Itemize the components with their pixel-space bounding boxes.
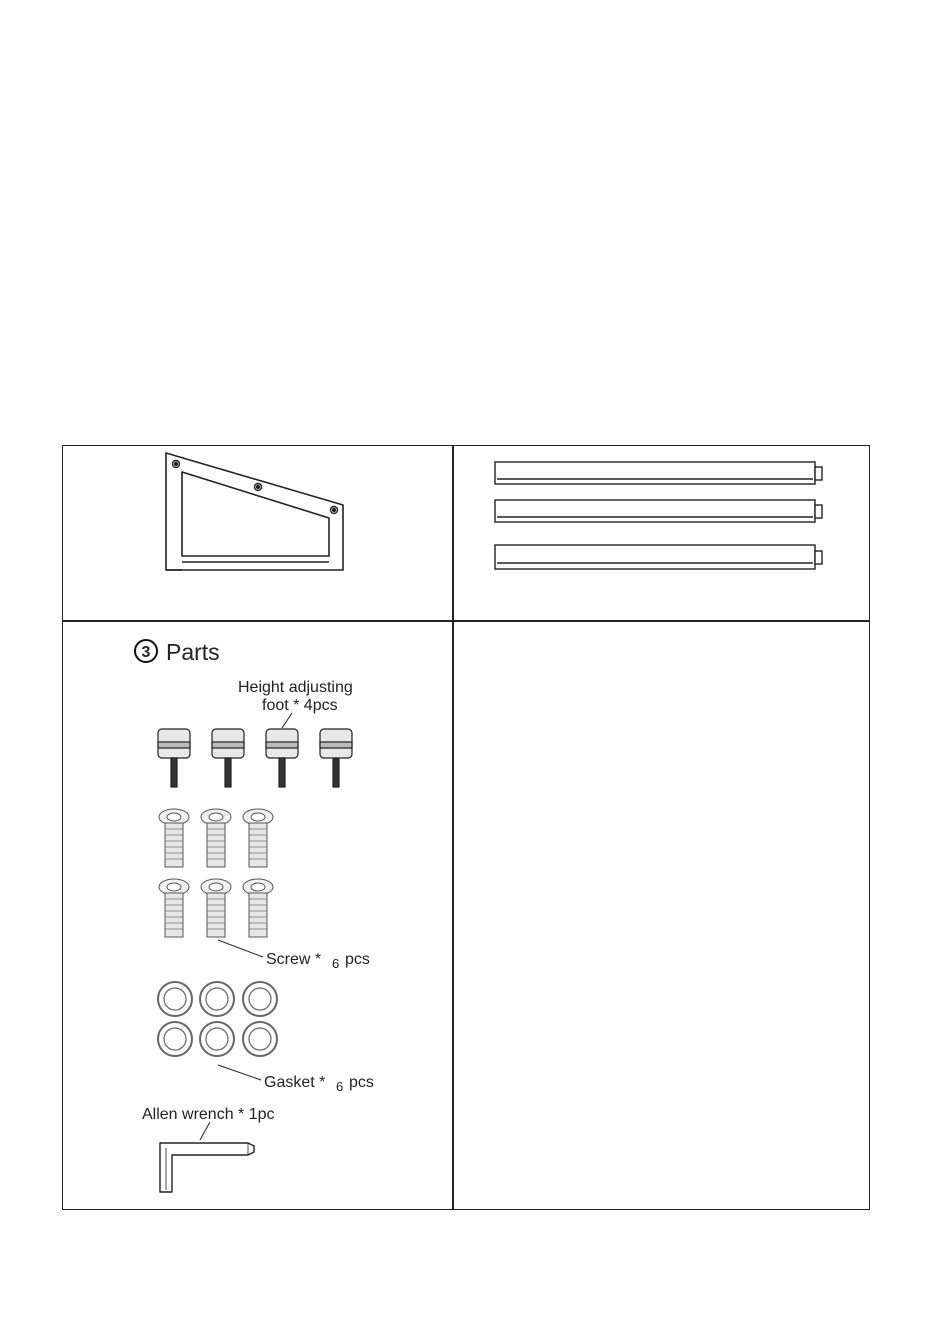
- foot-3: [266, 729, 298, 787]
- screw-label-suffix: pcs: [345, 951, 370, 968]
- foot-label-line2: foot * 4pcs: [262, 697, 338, 714]
- screw-label-count: 6: [332, 956, 340, 971]
- gasket-label-prefix: Gasket *: [264, 1074, 326, 1091]
- screw-2: [201, 809, 231, 867]
- gaskets: [158, 982, 277, 1056]
- screw-3: [243, 809, 273, 867]
- height-adjusting-feet: [158, 729, 352, 787]
- section-title: Parts: [166, 639, 220, 665]
- allen-wrench: [160, 1143, 254, 1192]
- foot-1: [158, 729, 190, 787]
- foot-2: [212, 729, 244, 787]
- gasket-3: [243, 982, 277, 1016]
- screws: [159, 809, 273, 937]
- screw-6: [243, 879, 273, 937]
- section-number: 3: [141, 644, 151, 661]
- screw-label-prefix: Screw *: [266, 951, 322, 968]
- gasket-5: [200, 1022, 234, 1056]
- screw-4: [159, 879, 189, 937]
- foot-4: [320, 729, 352, 787]
- gasket-1: [158, 982, 192, 1016]
- screw-1: [159, 809, 189, 867]
- allen-wrench-label: Allen wrench * 1pc: [142, 1106, 275, 1123]
- gasket-2: [200, 982, 234, 1016]
- screw-5: [201, 879, 231, 937]
- gasket-6: [243, 1022, 277, 1056]
- gasket-label-count: 6: [336, 1079, 344, 1094]
- gasket-4: [158, 1022, 192, 1056]
- foot-label-line1: Height adjusting: [238, 679, 353, 696]
- gasket-label-suffix: pcs: [349, 1074, 374, 1091]
